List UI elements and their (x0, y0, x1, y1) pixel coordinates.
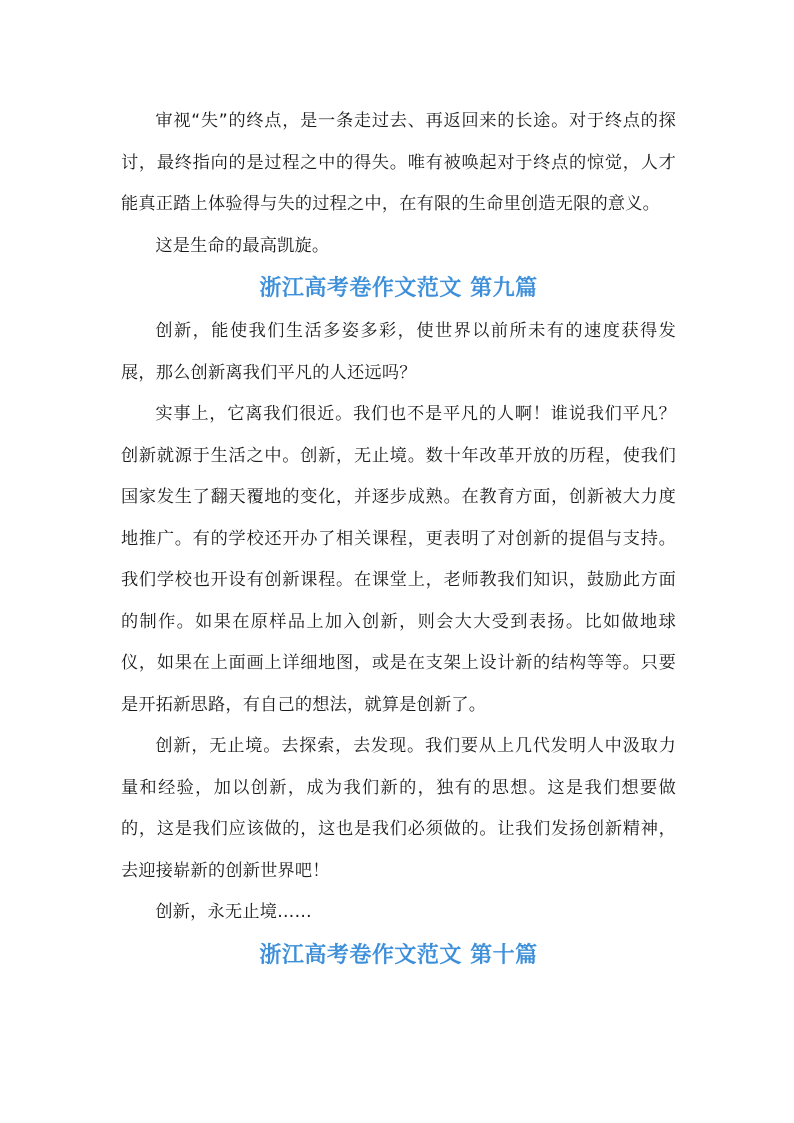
section-heading-10: 浙江高考卷作文范文 第十篇 (259, 942, 538, 968)
paragraph-3: 创新，能使我们生活多姿多彩，使世界以前所未有的速度获得发展，那么创新离我们平凡的人还远吗？ (121, 321, 676, 383)
paragraph-5: 创新，无止境。去探索，去发现。我们要从上几代发明人中汲取力量和经验，加以创新，成为我们新的，独有的思想。这是我们想要做的，这是我们应该做的，这也是我们必须做的。让我们发扬创新精神，去迎接崭新的创新世界吧！ (121, 736, 676, 881)
paragraph-2: 这是生命的最高凯旋。 (155, 235, 330, 256)
paragraph-1: 审视“失”的终点，是一条走过去、再返回来的长途。对于终点的探讨，最终指向的是过程之中的得失。唯有被唤起对于终点的惊觉，人才能真正踏上体验得与失的过程之中，在有限的生命里创造无限的意义。 (121, 111, 676, 214)
paragraph-6: 创新，永无止境…… (155, 902, 312, 922)
section-heading-9: 浙江高考卷作文范文 第九篇 (259, 276, 538, 301)
paragraph-4: 实事上，它离我们很近。我们也不是平凡的人啊！谁说我们平凡？创新就源于生活之中。创新，无止境。数十年改革开放的历程，使我们国家发生了翻天覆地的变化，并逐步成熟。在教育方面，创新被大力度地推广。有的学校还开办了相关课程，更表明了对创新的提倡与支持。我们学校也开设有创新课程。在课堂上，老师教我们知识，鼓励此方面的制作。如果在原样品上加入创新，则会大大受到表扬。比如做地球仪，如果在上面画上详细地图，或是在支架上设计新的结构等等。只要是开拓新思路，有自己的想法，就算是创新了。 (121, 404, 676, 715)
document-page (121, 101, 676, 978)
